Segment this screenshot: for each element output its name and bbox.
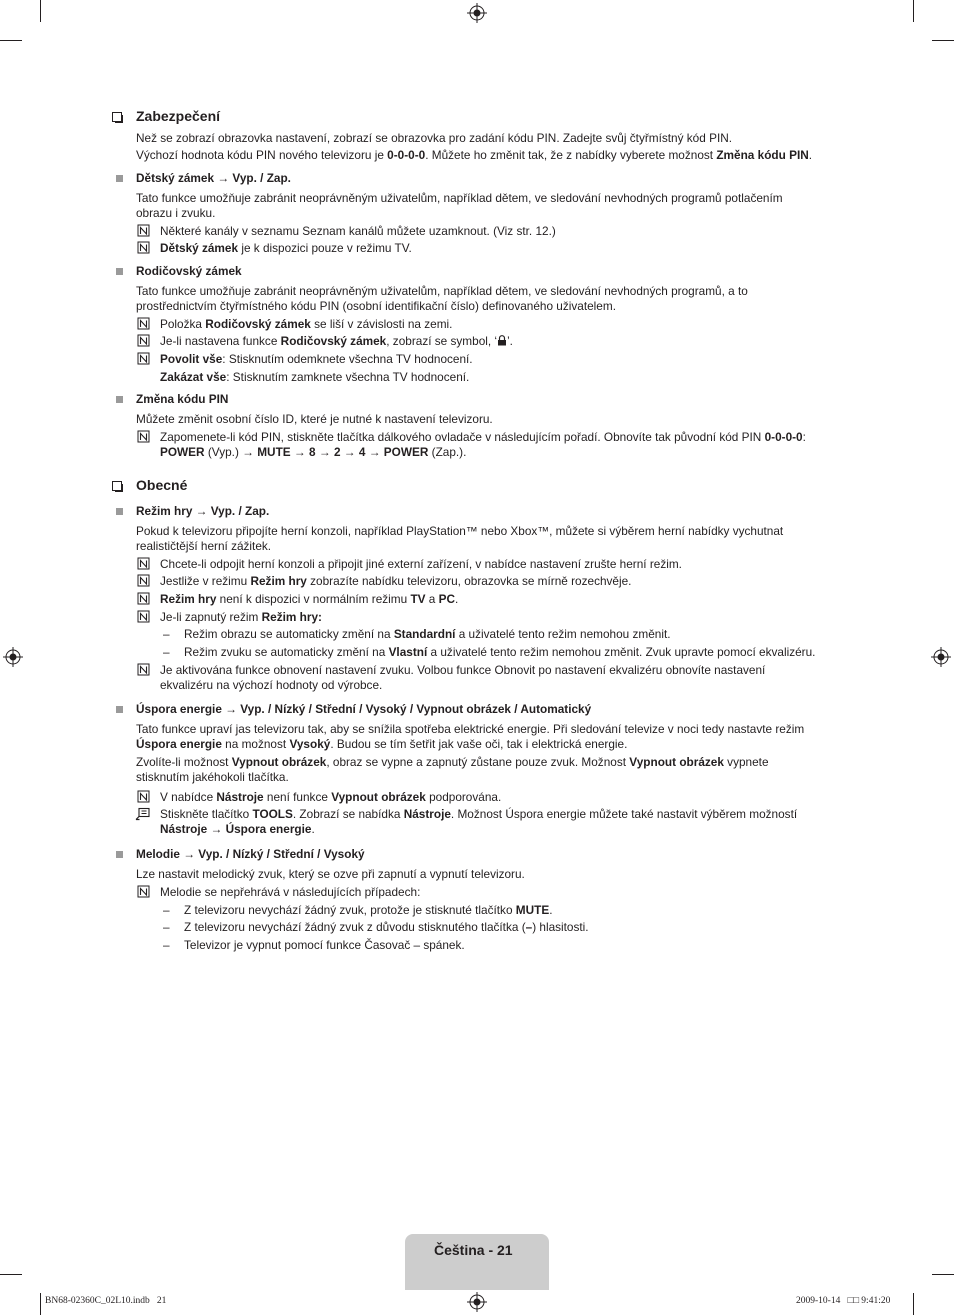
registration-mark-icon bbox=[467, 1292, 487, 1312]
melody-dash-3: Televizor je vypnut pomocí funkce Časovač – spánek. bbox=[184, 938, 465, 952]
section-title-general: Obecné bbox=[136, 477, 188, 493]
energy-note-1: V nabídce Nástroje není funkce Vypnout obrázek podporována. bbox=[160, 790, 502, 804]
game-mode-dash-1: Režim obrazu se automaticky změní na Standardní a uživatelé tento režim nemohou změnit. bbox=[184, 627, 671, 641]
note-icon bbox=[137, 610, 151, 624]
crop-mark bbox=[913, 0, 914, 22]
parental-lock-note-1: Položka Rodičovský zámek se liší v závislosti na zemi. bbox=[160, 317, 453, 331]
page-number: Čeština - 21 bbox=[434, 1242, 513, 1258]
crop-mark bbox=[0, 1274, 22, 1275]
parental-lock-desc-1: Tato funkce umožňuje zabránit neoprávněným uživatelům, například dětem, ve sledování nevhodných programů, a to bbox=[136, 284, 748, 298]
section-title-security: Zabezpečení bbox=[136, 108, 221, 124]
note-icon bbox=[137, 241, 151, 255]
registration-mark-icon bbox=[3, 647, 23, 667]
square-bullet-icon bbox=[116, 508, 123, 515]
subsection-title-energy: Úspora energie → Vyp. / Nízký / Střední / Vysoký / Vypnout obrázek / Automatický bbox=[136, 702, 592, 716]
energy-desc-2: Úspora energie na možnost Vysoký. Budou se tím šetřit jak vaše oči, tak i elektrická energie. bbox=[136, 737, 628, 751]
change-pin-desc-1: Můžete změnit osobní číslo ID, které je nutné k nastavení televizoru. bbox=[136, 412, 493, 426]
square-bullet-icon bbox=[116, 268, 123, 275]
game-mode-note-3: Režim hry není k dispozici v normálním režimu TV a PC. bbox=[160, 592, 459, 606]
tools-icon bbox=[135, 807, 151, 821]
security-intro-line1: Než se zobrazí obrazovka nastavení, zobrazí se obrazovka pro zadání kódu PIN. Zadejte svůj čtyřmístný kód PIN. bbox=[136, 131, 733, 145]
change-pin-note-2: POWER (Vyp.) → MUTE → 8 → 2 → 4 → POWER (Zap.). bbox=[160, 445, 467, 459]
section-checkbox-icon bbox=[112, 481, 122, 491]
crop-mark bbox=[40, 0, 41, 22]
child-lock-desc-1: Tato funkce umožňuje zabránit neoprávněným uživatelům, například dětem, ve sledování nevhodných programů potlačením bbox=[136, 191, 783, 205]
note-icon bbox=[137, 334, 151, 348]
game-mode-note-4: Je-li zapnutý režim Režim hry: bbox=[160, 610, 322, 624]
energy-desc-1: Tato funkce upraví jas televizoru tak, aby se snížila spotřeba elektrické energie. Při sledování televize v noci tedy nastavte režim bbox=[136, 722, 805, 736]
game-mode-note-5-line2: ekvalizéru na výchozí hodnoty od výrobce. bbox=[160, 678, 383, 692]
crop-mark bbox=[40, 1293, 41, 1315]
dash-bullet: – bbox=[163, 627, 170, 641]
square-bullet-icon bbox=[116, 851, 123, 858]
parental-lock-note-4: Zakázat vše: Stisknutím zamknete všechna TV hodnocení. bbox=[160, 370, 470, 384]
square-bullet-icon bbox=[116, 396, 123, 403]
game-mode-desc-1: Pokud k televizoru připojíte herní konzoli, například PlayStation™ nebo Xbox™, můžete si výběrem herní nabídky vychutnat bbox=[136, 524, 784, 538]
parental-lock-note-3: Povolit vše: Stisknutím odemknete všechna TV hodnocení. bbox=[160, 352, 473, 366]
note-icon bbox=[137, 574, 151, 588]
note-icon bbox=[137, 663, 151, 677]
game-mode-note-2: Jestliže v režimu Režim hry zobrazíte nabídku televizoru, obrazovka se mírně rozechvěje. bbox=[160, 574, 632, 588]
subsection-title-parental-lock: Rodičovský zámek bbox=[136, 264, 242, 278]
note-icon bbox=[137, 430, 151, 444]
energy-desc-4: stisknutím jakéhokoli tlačítka. bbox=[136, 770, 289, 784]
print-file-info: BN68-02360C_02L10.indb 21 bbox=[45, 1296, 167, 1306]
melody-note-1: Melodie se nepřehrává v následujících případech: bbox=[160, 885, 421, 899]
note-icon bbox=[137, 592, 151, 606]
section-checkbox-icon bbox=[112, 112, 122, 122]
crop-mark bbox=[932, 1274, 954, 1275]
registration-mark-icon bbox=[931, 647, 951, 667]
energy-tools-2: Nástroje → Úspora energie. bbox=[160, 822, 315, 836]
dash-bullet: – bbox=[163, 645, 170, 659]
parental-lock-desc-2: prostřednictvím čtyřmístného kódu PIN (osobní identifikační číslo) definovaného uživatelem. bbox=[136, 299, 616, 313]
note-icon bbox=[137, 352, 151, 366]
parental-lock-note-2: Je-li nastavena funkce Rodičovský zámek, zobrazí se symbol, ‘ ’. bbox=[160, 334, 513, 348]
change-pin-note-1: Zapomenete-li kód PIN, stiskněte tlačítka dálkového ovladače v následujícím pořadí. Obnovíte tak původní kód PIN 0-0-0-0: bbox=[160, 430, 806, 444]
square-bullet-icon bbox=[116, 175, 123, 182]
energy-desc-3: Zvolíte-li možnost Vypnout obrázek, obraz se vypne a zapnutý zůstane pouze zvuk. Možnost Vypnout obrázek vypnete bbox=[136, 755, 769, 769]
child-lock-desc-2: obrazu i zvuku. bbox=[136, 206, 216, 220]
note-icon bbox=[137, 885, 151, 899]
registration-mark-icon bbox=[467, 3, 487, 23]
subsection-title-child-lock: Dětský zámek → Vyp. / Zap. bbox=[136, 171, 291, 185]
subsection-title-game-mode: Režim hry → Vyp. / Zap. bbox=[136, 504, 270, 518]
game-mode-desc-2: realističtější herní zážitek. bbox=[136, 539, 272, 553]
game-mode-dash-2: Režim zvuku se automaticky změní na Vlastní a uživatelé tento režim nemohou změnit. Zvuk upravte pomocí ekvalizéru. bbox=[184, 645, 816, 659]
melody-dash-2: Z televizoru nevychází žádný zvuk z důvodu stisknutého tlačítka (–) hlasitosti. bbox=[184, 920, 589, 934]
game-mode-note-1: Chcete-li odpojit herní konzoli a připojit jiné externí zařízení, v nabídce nastavení zrušte herní režim. bbox=[160, 557, 682, 571]
security-intro-line2: Výchozí hodnota kódu PIN nového televizoru je 0-0-0-0. Můžete ho změnit tak, že z nabídky vyberete možnost Změna kódu PIN. bbox=[136, 148, 813, 162]
subsection-title-melody: Melodie → Vyp. / Nízký / Střední / Vysoký bbox=[136, 847, 365, 861]
print-date-info: 2009-10-14 □□ 9:41:20 bbox=[796, 1296, 891, 1306]
dash-bullet: – bbox=[163, 938, 170, 952]
child-lock-note-1: Některé kanály v seznamu Seznam kanálů můžete uzamknout. (Viz str. 12.) bbox=[160, 224, 556, 238]
child-lock-note-2: Dětský zámek je k dispozici pouze v režimu TV. bbox=[160, 241, 412, 255]
note-icon bbox=[137, 790, 151, 804]
square-bullet-icon bbox=[116, 706, 123, 713]
note-icon bbox=[137, 557, 151, 571]
crop-mark bbox=[913, 1293, 914, 1315]
note-icon bbox=[137, 224, 151, 238]
subsection-title-change-pin: Změna kódu PIN bbox=[136, 392, 229, 406]
melody-desc-1: Lze nastavit melodický zvuk, který se ozve při zapnutí a vypnutí televizoru. bbox=[136, 867, 525, 881]
melody-dash-1: Z televizoru nevychází žádný zvuk, protože je stisknuté tlačítko MUTE. bbox=[184, 903, 553, 917]
dash-bullet: – bbox=[163, 920, 170, 934]
game-mode-note-5-line1: Je aktivována funkce obnovení nastavení zvuku. Volbou funkce Obnovit po nastavení ekvalizéru obnovíte nastavení bbox=[160, 663, 766, 677]
crop-mark bbox=[0, 40, 22, 41]
dash-bullet: – bbox=[163, 903, 170, 917]
energy-tools-1: Stiskněte tlačítko TOOLS. Zobrazí se nabídka Nástroje. Možnost Úspora energie můžete také nastavit výběrem možností bbox=[160, 807, 798, 821]
lock-icon bbox=[497, 335, 507, 346]
crop-mark bbox=[932, 40, 954, 41]
note-icon bbox=[137, 317, 151, 331]
